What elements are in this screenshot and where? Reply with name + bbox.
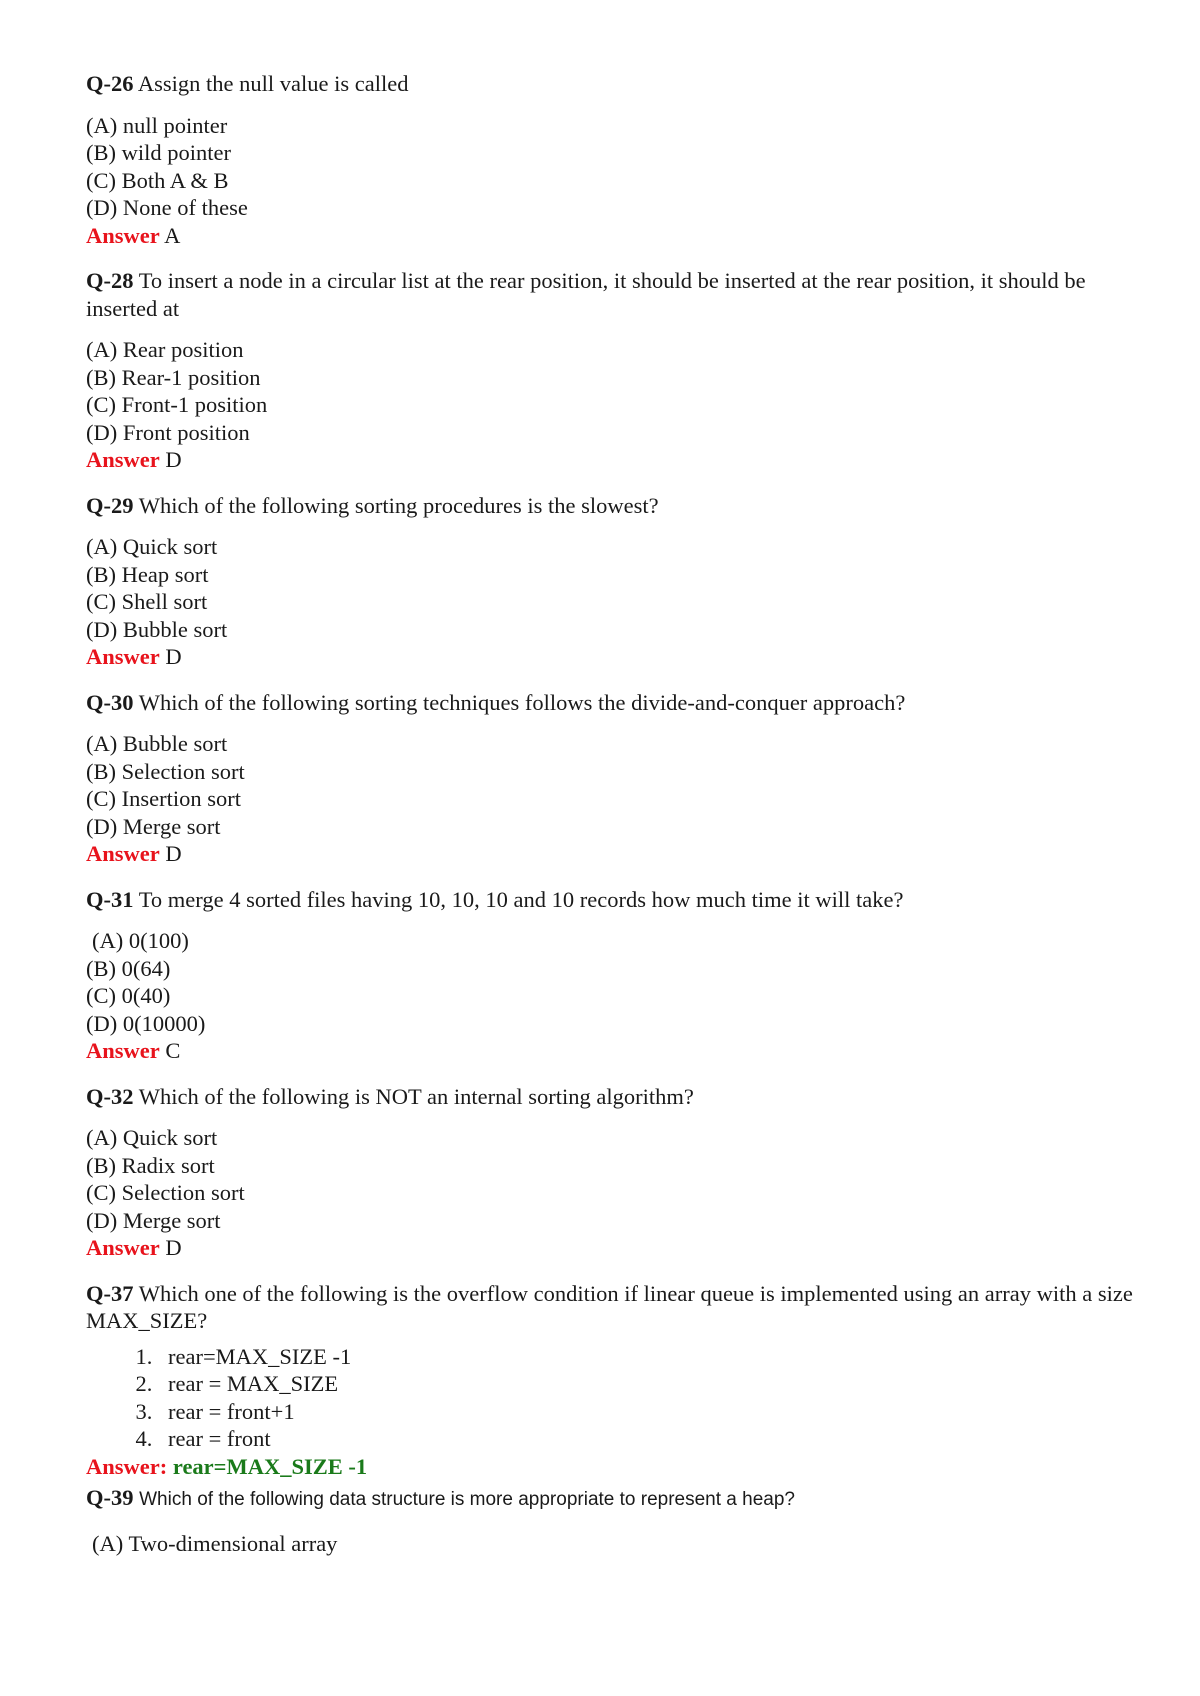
question-block xyxy=(86,267,1146,474)
question-label: Q-30 xyxy=(86,689,134,715)
answer-label: Answer xyxy=(86,222,160,248)
option-c: (C) Both A & B xyxy=(86,167,229,193)
answer-value: D xyxy=(165,841,182,866)
option-c: (C) Front-1 position xyxy=(86,392,268,417)
answer-value: D xyxy=(165,1235,182,1260)
question-text xyxy=(86,1484,1146,1514)
question-label: Q-39 xyxy=(86,1485,134,1510)
option-c: (C) 0(40) xyxy=(86,983,171,1008)
answer-line xyxy=(86,643,1146,671)
question-body: To merge 4 sorted files having 10, 10, 10 and 10 records how much time it will take? xyxy=(138,886,904,912)
answer-label: Answer: xyxy=(86,1453,168,1479)
question-block xyxy=(86,886,1146,1065)
option-c: (C) Shell sort xyxy=(86,589,208,614)
option-a: (A) 0(100) xyxy=(92,928,189,953)
answer-line xyxy=(86,1037,1146,1065)
option-a: (A) Bubble sort xyxy=(86,731,228,756)
question-block xyxy=(86,70,1146,249)
question-block-q37 xyxy=(86,1280,1146,1481)
question-body: Which of the following sorting procedures is the slowest? xyxy=(138,492,659,518)
question-block xyxy=(86,492,1146,671)
option-d: (D) Merge sort xyxy=(86,813,221,839)
option-a: (A) Rear position xyxy=(86,337,244,362)
option-c: (C) Insertion sort xyxy=(86,786,241,811)
question-text xyxy=(86,886,1146,914)
answer-value: D xyxy=(165,447,182,472)
question-body: To insert a node in a circular list at the rear position, it should be inserted at the rear position, it should be inserted at xyxy=(86,268,1086,321)
option-2: 2. rear = MAX_SIZE xyxy=(158,1370,1146,1398)
option-a: (A) null pointer xyxy=(86,112,228,138)
answer-line xyxy=(86,840,1146,868)
answer-label: Answer xyxy=(86,447,160,472)
answer-label: Answer xyxy=(86,1038,160,1063)
answer-label: Answer xyxy=(86,841,160,866)
question-block xyxy=(86,1083,1146,1262)
answer-value: C xyxy=(165,1038,181,1063)
option-4: 4. rear = front xyxy=(158,1425,1146,1453)
question-label: Q-28 xyxy=(86,268,134,293)
answer-label: Answer xyxy=(86,644,160,669)
question-body: Which of the following data structure is more appropriate to represent a heap? xyxy=(139,1489,795,1510)
option-d: (D) Merge sort xyxy=(86,1207,221,1233)
question-label: Q-31 xyxy=(86,886,134,912)
question-label: Q-32 xyxy=(86,1083,134,1109)
question-label: Q-26 xyxy=(86,71,134,96)
option-d: (D) None of these xyxy=(86,195,248,220)
question-body: Assign the null value is called xyxy=(137,71,409,96)
option-3: 3. rear = front+1 xyxy=(158,1398,1146,1426)
answer-value: rear=MAX_SIZE -1 xyxy=(172,1453,368,1479)
question-text xyxy=(86,1280,1146,1335)
answer-value: D xyxy=(165,644,182,669)
document-page xyxy=(86,70,1146,1557)
question-text xyxy=(86,689,1146,717)
option-d: (D) Front position xyxy=(86,419,250,445)
answer-line xyxy=(86,222,1146,250)
answer-line xyxy=(86,1453,1146,1481)
question-text xyxy=(86,492,1146,520)
option-1: 1. rear=MAX_SIZE -1 xyxy=(158,1343,1146,1371)
question-body: Which of the following sorting techniques follows the divide-and-conquer approach? xyxy=(138,689,906,715)
option-b: (B) wild pointer xyxy=(86,140,231,165)
numbered-options xyxy=(86,1343,1146,1453)
answer-label: Answer xyxy=(86,1235,160,1260)
option-b: (B) 0(64) xyxy=(86,955,171,981)
answer-line xyxy=(86,446,1146,474)
option-a: (A) Quick sort xyxy=(86,534,218,559)
question-label: Q-29 xyxy=(86,492,134,518)
option-a: (A) Quick sort xyxy=(86,1125,218,1150)
question-text xyxy=(86,1083,1146,1111)
question-label: Q-37 xyxy=(86,1280,134,1306)
answer-line xyxy=(86,1234,1146,1262)
question-body: Which of the following is NOT an internal sorting algorithm? xyxy=(138,1083,694,1109)
option-b: (B) Radix sort xyxy=(86,1152,215,1178)
option-b: (B) Selection sort xyxy=(86,758,245,784)
option-d: (D) 0(10000) xyxy=(86,1010,206,1036)
question-block xyxy=(86,689,1146,868)
question-body: Which one of the following is the overflow condition if linear queue is implemented using an array with a size MAX_SIZE? xyxy=(86,1280,1133,1333)
option-b: (B) Rear-1 position xyxy=(86,364,261,390)
option-c: (C) Selection sort xyxy=(86,1180,245,1205)
question-block-q39 xyxy=(86,1484,1146,1557)
answer-value: A xyxy=(164,222,181,248)
question-text xyxy=(86,267,1146,322)
question-text xyxy=(86,70,1146,98)
option-a: (A) Two-dimensional array xyxy=(92,1530,338,1556)
option-d: (D) Bubble sort xyxy=(86,616,228,642)
option-b: (B) Heap sort xyxy=(86,561,209,587)
